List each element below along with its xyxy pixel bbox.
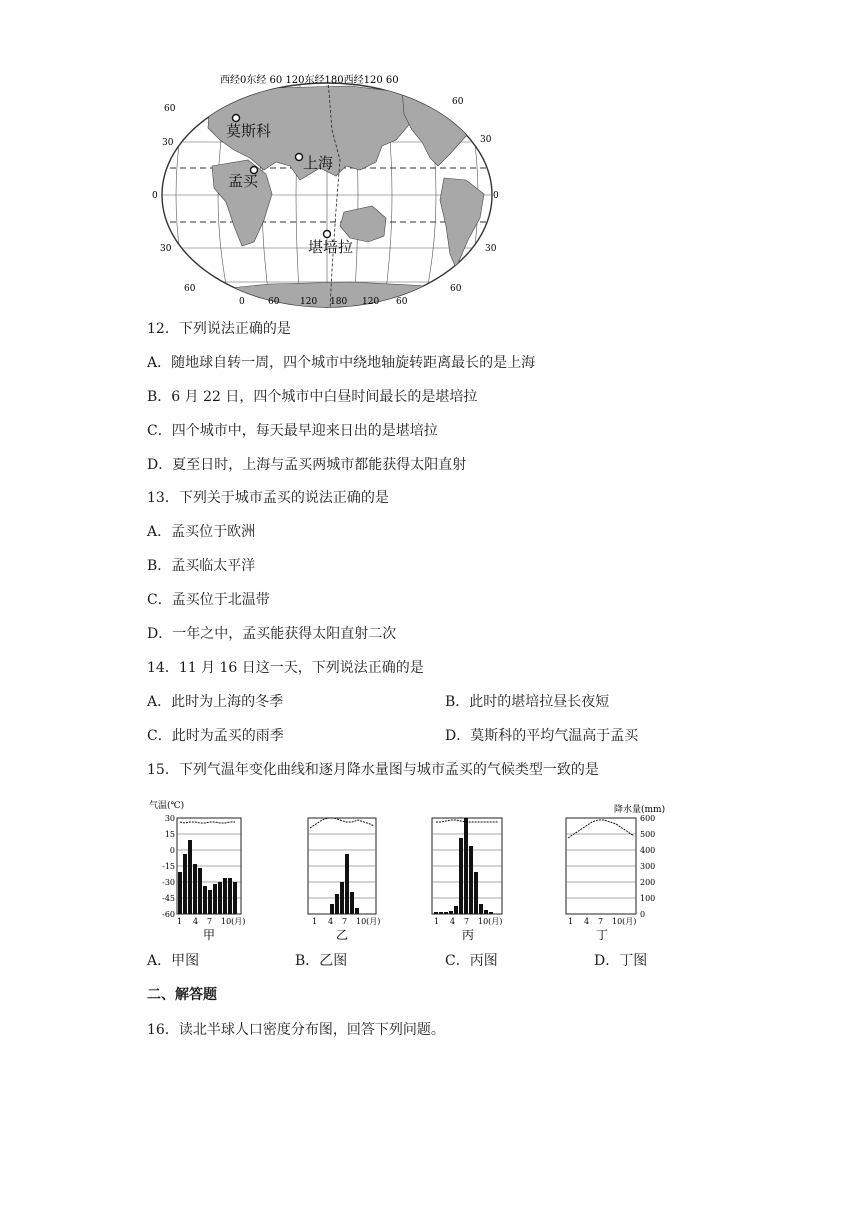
q14-option-a[interactable]: A．此时为上海的冬季 (147, 694, 284, 710)
map-lat-left-30n: 30 (162, 138, 174, 148)
climate-chart-yi (292, 798, 432, 943)
q15-option-c[interactable]: C．丙图 (445, 953, 498, 969)
q14-option-b[interactable]: B．此时的堪培拉昼长夜短 (445, 694, 610, 710)
q15-option-a[interactable]: A．甲图 (147, 953, 200, 969)
map-lat-right-60n: 60 (452, 97, 464, 107)
q15-option-d[interactable]: D．丁图 (594, 953, 648, 969)
yi-month-10: 10(月) (356, 917, 381, 926)
yi-name: 乙 (336, 928, 349, 942)
q14-stem: 14．11 月 16 日这一天，下列说法正确的是 (147, 660, 424, 676)
shanghai-label: 上海 (303, 154, 334, 172)
section-heading: 二、解答题 (147, 987, 217, 1003)
q13-option-d[interactable]: D．一年之中，孟买能获得太阳直射二次 (147, 626, 397, 642)
jia-temp-axis-title: 气温(℃) (149, 801, 185, 811)
map-bottom-tick-60: 60 (268, 297, 280, 307)
q15-option-b[interactable]: B．乙图 (295, 953, 348, 969)
yi-month-7: 7 (342, 917, 348, 926)
map-lat-right-60s: 60 (450, 284, 462, 294)
jia-temp-tick-30: 30 (164, 814, 175, 823)
map-bottom-tick-120e: 120 (300, 297, 318, 307)
jia-month-7: 7 (207, 917, 213, 926)
q13-option-a[interactable]: A．孟买位于欧洲 (147, 524, 256, 540)
yi-month-1: 1 (312, 917, 318, 926)
bing-month-10: 10(月) (478, 917, 503, 926)
map-bottom-tick-180: 180 (330, 297, 348, 307)
ding-precip-tick-400: 400 (640, 846, 656, 855)
q12-stem: 12．下列说法正确的是 (147, 321, 291, 337)
q12-option-b[interactable]: B．6 月 22 日，四个城市中白昼时间最长的是堪培拉 (147, 389, 478, 405)
q15-stem: 15．下列气温年变化曲线和逐月降水量图与城市孟买的气候类型一致的是 (147, 762, 599, 778)
ding-month-4: 4 (584, 917, 590, 926)
ding-precip-tick-100: 100 (640, 894, 656, 903)
map-bottom-tick-60w: 60 (396, 297, 408, 307)
bing-month-1: 1 (434, 917, 440, 926)
map-lat-right-30n: 30 (480, 135, 492, 145)
ding-month-10: 10(月) (612, 917, 637, 926)
ding-precip-tick-200: 200 (640, 878, 656, 887)
climate-chart-jia (147, 798, 287, 943)
q14-option-d[interactable]: D．莫斯科的平均气温高于孟买 (445, 728, 639, 744)
moscow-label: 莫斯科 (226, 122, 272, 140)
ding-precip-tick-500: 500 (640, 830, 656, 839)
jia-temp-tick-15: 15 (164, 830, 175, 839)
ding-name: 丁 (596, 928, 609, 942)
q13-option-c[interactable]: C．孟买位于北温带 (147, 592, 270, 608)
climate-chart-bing (420, 798, 560, 943)
jia-name: 甲 (203, 928, 216, 942)
q13-option-b[interactable]: B．孟买临太平洋 (147, 558, 256, 574)
jia-temp-tick-0: 0 (169, 846, 175, 855)
jia-month-1: 1 (177, 917, 183, 926)
canberra-marker (324, 231, 331, 238)
bing-month-7: 7 (464, 917, 470, 926)
map-lat-left-0: 0 (152, 191, 158, 201)
q12-option-c[interactable]: C．四个城市中，每天最早迎来日出的是堪培拉 (147, 423, 438, 439)
ding-precip-axis-title: 降水量(mm) (614, 805, 666, 815)
jia-temp-tick-m15: -15 (162, 862, 175, 871)
q12-option-d[interactable]: D．夏至日时，上海与孟买两城市都能获得太阳直射 (147, 457, 467, 473)
ding-month-1: 1 (568, 917, 574, 926)
map-lat-right-30s: 30 (485, 244, 497, 254)
map-lat-right-0: 0 (493, 191, 499, 201)
map-lat-left-60s: 60 (184, 284, 196, 294)
ding-precip-tick-300: 300 (640, 862, 656, 871)
bing-name: 丙 (462, 928, 475, 942)
q12-option-a[interactable]: A．随地球自转一周，四个城市中绕地轴旋转距离最长的是上海 (147, 355, 536, 371)
q16-stem: 16．读北半球人口密度分布图，回答下列问题。 (147, 1022, 445, 1038)
map-bottom-tick-0: 0 (239, 297, 245, 307)
map-lat-left-60n: 60 (164, 104, 176, 114)
q14-option-c[interactable]: C．此时为孟买的雨季 (147, 728, 284, 744)
bing-month-4: 4 (450, 917, 456, 926)
jia-month-4: 4 (193, 917, 199, 926)
ding-month-7: 7 (598, 917, 604, 926)
jia-temp-tick-m30: -30 (162, 878, 175, 887)
yi-month-4: 4 (328, 917, 334, 926)
world-map (150, 70, 505, 310)
ding-precip-tick-0: 0 (640, 910, 646, 919)
map-top-axis: 西经0东经 60 120东经180西经120 60 (220, 75, 399, 86)
jia-temp-tick-m60: -60 (162, 910, 175, 919)
mumbai-label: 孟买 (228, 172, 259, 190)
ding-precip-tick-600: 600 (640, 814, 656, 823)
map-bottom-tick-120w: 120 (362, 297, 380, 307)
shanghai-marker (296, 154, 303, 161)
moscow-marker (233, 115, 240, 122)
climate-chart-ding (556, 798, 696, 943)
jia-temp-tick-m45: -45 (162, 894, 175, 903)
jia-month-10: 10(月) (221, 917, 246, 926)
q13-stem: 13．下列关于城市孟买的说法正确的是 (147, 490, 389, 506)
canberra-label: 堪培拉 (308, 238, 354, 256)
map-lat-left-30s: 30 (160, 244, 172, 254)
